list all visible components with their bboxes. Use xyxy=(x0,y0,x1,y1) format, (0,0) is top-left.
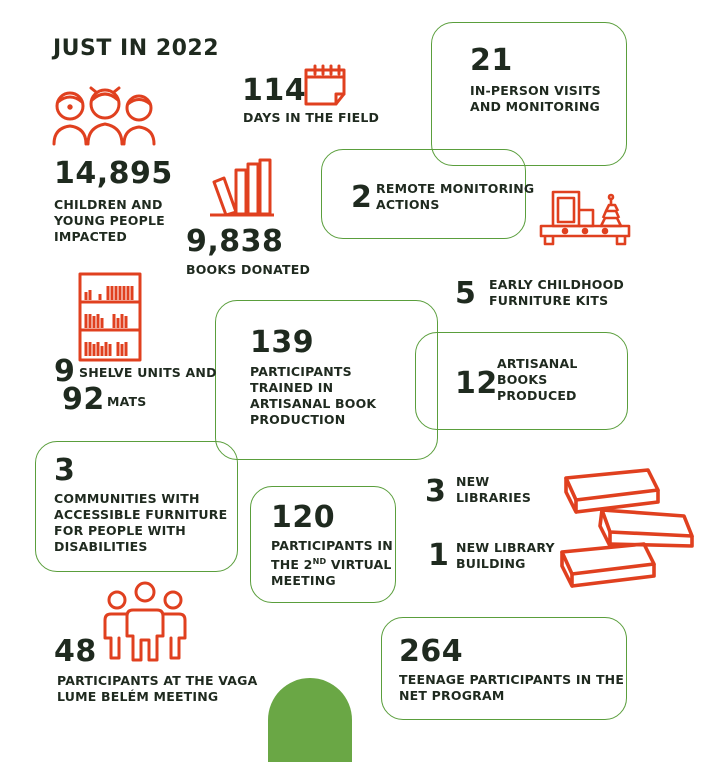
teenage-label: TEENAGE PARTICIPANTS IN THE NET PROGRAM xyxy=(399,672,625,703)
belem-value: 48 xyxy=(54,634,97,669)
shelves-label: SHELVE UNITS AND xyxy=(79,365,217,380)
kits-value: 5 xyxy=(455,276,477,311)
stacked-books-icon xyxy=(556,466,700,594)
days-label: DAYS IN THE FIELD xyxy=(243,110,380,125)
new-libraries-label: NEW LIBRARIES xyxy=(456,474,532,505)
children-value: 14,895 xyxy=(54,156,173,191)
new-libraries-value: 3 xyxy=(425,474,447,509)
visits-value: 21 xyxy=(470,43,513,78)
kits-label: EARLY CHILDHOOD FURNITURE KITS xyxy=(489,277,624,308)
belem-label: PARTICIPANTS AT THE VAGA LUME BELÉM MEETING xyxy=(57,673,258,704)
shelves-value: 9 xyxy=(54,354,76,389)
virtual-value: 120 xyxy=(271,500,336,535)
artisanal-value: 12 xyxy=(455,366,498,401)
remote-label: REMOTE MONITORING ACTIONS xyxy=(376,181,535,212)
page-title: JUST IN 2022 xyxy=(53,36,220,61)
participants-icon xyxy=(97,580,193,664)
new-building-value: 1 xyxy=(428,538,450,573)
decorative-blob xyxy=(268,678,352,762)
trained-label: PARTICIPANTS TRAINED IN ARTISANAL BOOK PRODUCTION xyxy=(250,364,377,427)
trained-value: 139 xyxy=(250,325,315,360)
days-value: 114 xyxy=(242,73,307,108)
remote-value: 2 xyxy=(351,180,373,215)
books-donated-value: 9,838 xyxy=(186,224,284,259)
children-icon xyxy=(50,86,160,146)
new-building-label: NEW LIBRARY BUILDING xyxy=(456,540,555,571)
mats-value: 92 xyxy=(62,382,105,417)
calendar-icon xyxy=(303,64,349,106)
communities-label: COMMUNITIES WITH ACCESSIBLE FURNITURE FOR PEOPLE WITH DISABILITIES xyxy=(54,491,228,554)
children-label: CHILDREN AND YOUNG PEOPLE IMPACTED xyxy=(54,197,165,244)
furniture-kit-icon xyxy=(539,188,631,252)
mats-label: MATS xyxy=(107,394,147,409)
visits-label: IN-PERSON VISITS AND MONITORING xyxy=(470,83,601,114)
bookshelf-icon xyxy=(78,272,142,364)
books-donated-label: BOOKS DONATED xyxy=(186,262,311,277)
artisanal-label: ARTISANAL BOOKS PRODUCED xyxy=(497,356,578,403)
teenage-value: 264 xyxy=(399,634,464,669)
books-icon xyxy=(210,158,274,218)
communities-value: 3 xyxy=(54,453,76,488)
virtual-label: PARTICIPANTS IN THE 2ND VIRTUAL MEETING xyxy=(271,538,393,589)
